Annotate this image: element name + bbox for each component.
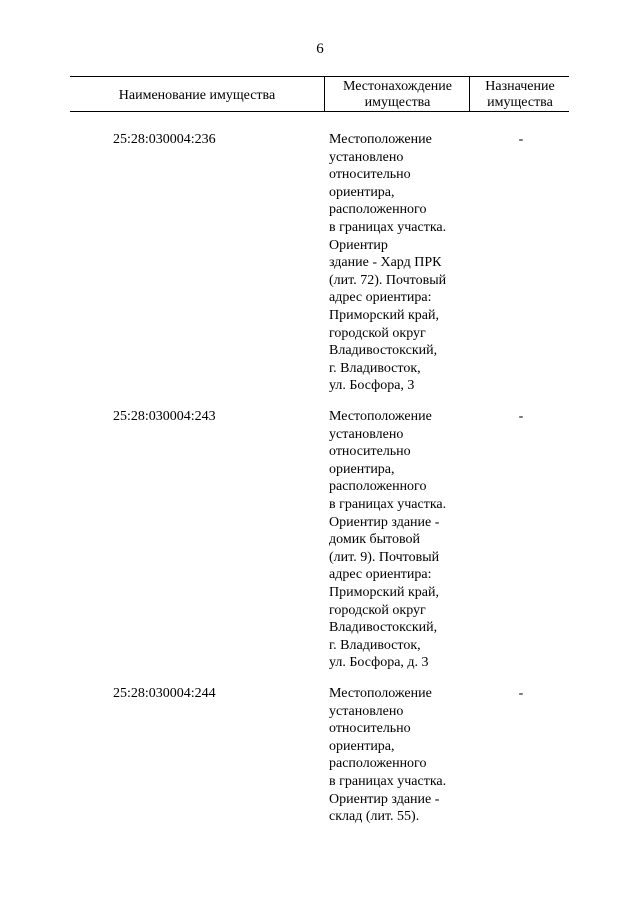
location-line: Ориентир	[329, 237, 388, 253]
location-line: ориентира,	[329, 184, 395, 200]
column-header-name-line: Наименование имущества	[118, 88, 276, 103]
location-line: домик бытовой	[329, 532, 420, 548]
location-line: Приморский край,	[329, 584, 439, 600]
location-line: Местоположение	[329, 132, 432, 147]
location-line: (лит. 9). Почтовый	[329, 549, 440, 565]
column-header-name	[70, 88, 324, 104]
column-header-purpose	[471, 79, 569, 111]
property-purpose: -	[518, 686, 524, 701]
location-line: установлено	[329, 703, 404, 719]
location-line: расположенного	[329, 479, 427, 495]
column-header-location	[326, 79, 469, 111]
location-line: адрес ориентира:	[329, 290, 432, 306]
property-location	[329, 131, 469, 395]
location-line: городской округ	[329, 325, 426, 341]
cadastral-number: 25:28:030004:243	[113, 409, 216, 424]
location-line: г. Владивосток,	[329, 360, 421, 376]
location-line: ул. Босфора, д. 3	[329, 655, 429, 671]
location-line: Местоположение	[329, 686, 432, 701]
property-purpose: -	[518, 409, 524, 424]
location-line: в границах участка.	[329, 496, 447, 512]
page-number: 6	[316, 41, 324, 57]
location-line: здание - Хард ПРК	[329, 255, 442, 271]
location-line: расположенного	[329, 756, 427, 772]
property-purpose: -	[518, 132, 524, 147]
location-line: в границах участка.	[329, 773, 447, 789]
column-header-location-line: имущества	[364, 95, 431, 110]
table-header-divider	[469, 76, 470, 111]
location-line: адрес ориентира:	[329, 567, 432, 583]
location-line: расположенного	[329, 202, 427, 218]
location-line: Ориентир здание -	[329, 514, 440, 530]
cadastral-number: 25:28:030004:244	[113, 686, 216, 701]
location-line: Приморский край,	[329, 307, 439, 323]
location-line: относительно	[329, 167, 411, 183]
property-location	[329, 408, 469, 672]
location-line: ул. Босфора, 3	[329, 378, 415, 394]
location-line: относительно	[329, 721, 411, 737]
location-line: Ориентир здание -	[329, 791, 440, 807]
location-line: ориентира,	[329, 738, 395, 754]
column-header-purpose-line: имущества	[487, 95, 553, 110]
location-line: Местоположение	[329, 409, 432, 424]
location-line: Владивостокский,	[329, 343, 438, 359]
table-header-top-rule	[70, 76, 569, 77]
location-line: установлено	[329, 149, 404, 165]
location-line: городской округ	[329, 602, 426, 618]
location-line: г. Владивосток,	[329, 637, 421, 653]
cadastral-number: 25:28:030004:236	[113, 132, 216, 147]
location-line: относительно	[329, 444, 411, 460]
column-header-location-line: Местонахождение	[342, 79, 452, 94]
location-line: склад (лит. 55).	[329, 809, 420, 825]
location-line: установлено	[329, 426, 404, 442]
location-line: (лит. 72). Почтовый	[329, 272, 447, 288]
table-header-divider	[324, 76, 325, 111]
location-line: Владивостокский,	[329, 620, 438, 636]
location-line: в границах участка.	[329, 219, 447, 235]
column-header-purpose-line: Назначение	[485, 79, 555, 94]
property-location	[329, 685, 469, 826]
location-line: ориентира,	[329, 461, 395, 477]
table-header-bottom-rule	[70, 111, 569, 112]
